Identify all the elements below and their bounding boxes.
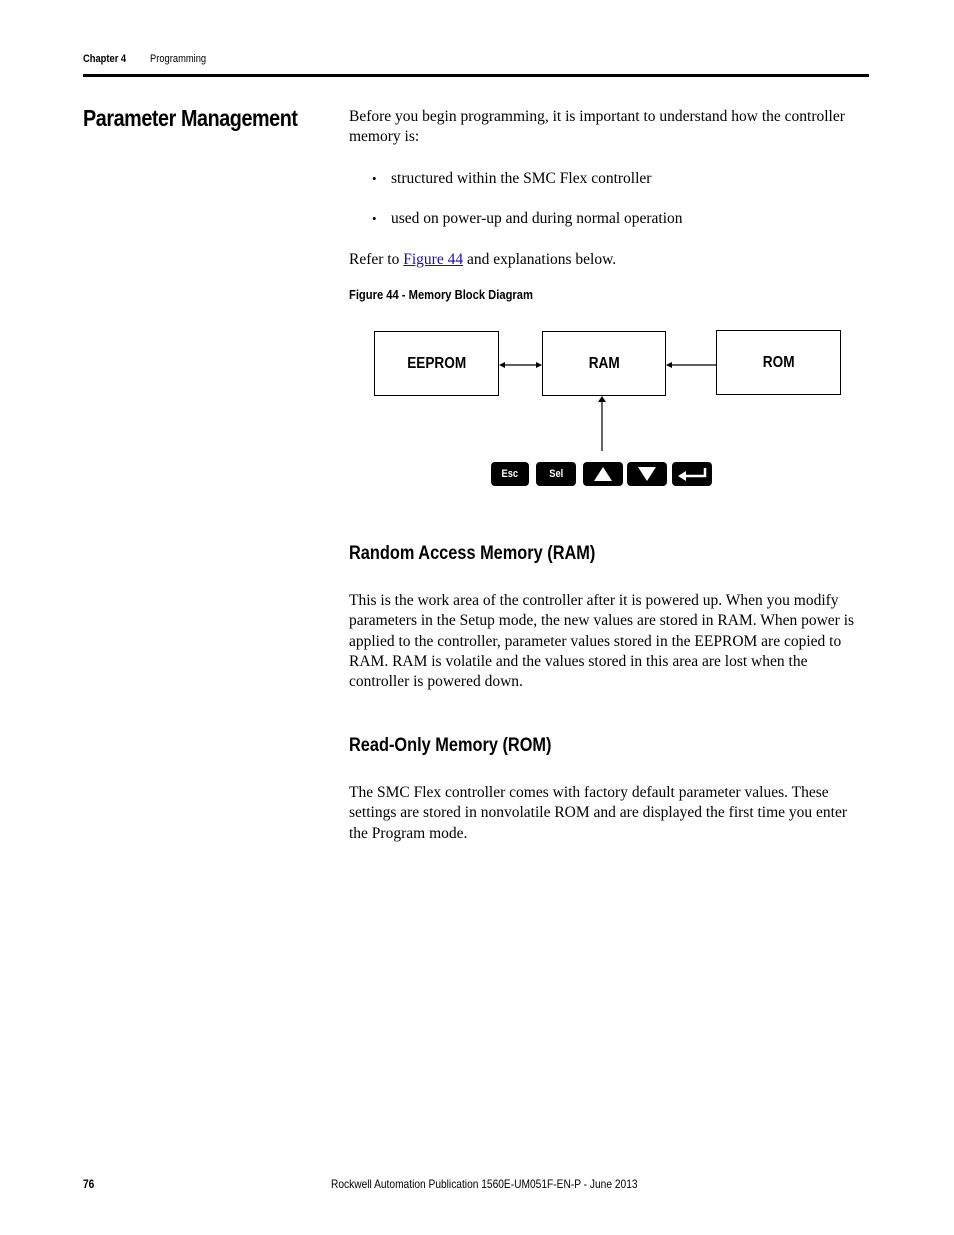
bullet-icon: • bbox=[372, 211, 377, 226]
enter-key bbox=[672, 462, 712, 486]
up-arrow-icon bbox=[593, 466, 613, 482]
header-title: Programming bbox=[150, 53, 207, 65]
enter-icon bbox=[676, 466, 708, 482]
rom-label: ROM bbox=[762, 353, 795, 371]
sel-key-label: Sel bbox=[548, 468, 564, 480]
bullet-text: structured within the SMC Flex controller bbox=[391, 170, 652, 187]
esc-key-label: Esc bbox=[501, 468, 519, 480]
rom-section-body: The SMC Flex controller comes with factory default parameter values. These settings are stored in nonvolatile ROM and are displayed the first time you enter the Program mode. bbox=[349, 784, 848, 842]
sel-key bbox=[536, 462, 576, 486]
page-number: 76 bbox=[83, 1177, 95, 1191]
ram-section-title: Random Access Memory (RAM) bbox=[349, 543, 596, 564]
keypad-ram-arrow bbox=[598, 396, 606, 451]
ram-section-body: This is the work area of the controller after it is powered up. When you modify parameters in the Setup mode, the new values are stored in RAM. When power is applied to the controller, parameter values stored in the EEPROM are copied to RAM. RAM is volatile and the values stored in this area are lost when the controller is powered down. bbox=[349, 592, 855, 691]
header-rule bbox=[83, 74, 869, 77]
down-key bbox=[627, 462, 667, 486]
refer-suffix: and explanations below. bbox=[466, 251, 617, 268]
eeprom-label: EEPROM bbox=[407, 354, 466, 372]
eeprom-ram-arrow bbox=[499, 362, 542, 368]
down-arrow-icon bbox=[637, 466, 657, 482]
ram-label: RAM bbox=[588, 354, 620, 372]
ram-block bbox=[542, 331, 666, 396]
intro-paragraph: Before you begin programming, it is important to understand how the controller memory is: bbox=[349, 108, 845, 146]
figure-link[interactable]: Figure 44 bbox=[403, 251, 464, 268]
bullet-icon: • bbox=[372, 171, 377, 186]
refer-paragraph bbox=[349, 250, 869, 270]
header-chapter: Chapter 4 bbox=[83, 53, 127, 65]
up-key bbox=[583, 462, 623, 486]
rom-ram-arrow bbox=[666, 362, 716, 368]
rom-section-title: Read-Only Memory (ROM) bbox=[349, 735, 552, 756]
section-title: Parameter Management bbox=[83, 105, 298, 131]
refer-prefix: Refer to bbox=[349, 251, 400, 268]
bullet-text: used on power-up and during normal operation bbox=[391, 210, 683, 227]
eeprom-block bbox=[374, 331, 499, 396]
rom-block bbox=[716, 330, 841, 395]
figure-caption: Figure 44 - Memory Block Diagram bbox=[349, 287, 533, 302]
publication-info: Rockwell Automation Publication 1560E-UM051F-EN-P - June 2013 bbox=[331, 1177, 638, 1191]
esc-key bbox=[491, 462, 529, 486]
